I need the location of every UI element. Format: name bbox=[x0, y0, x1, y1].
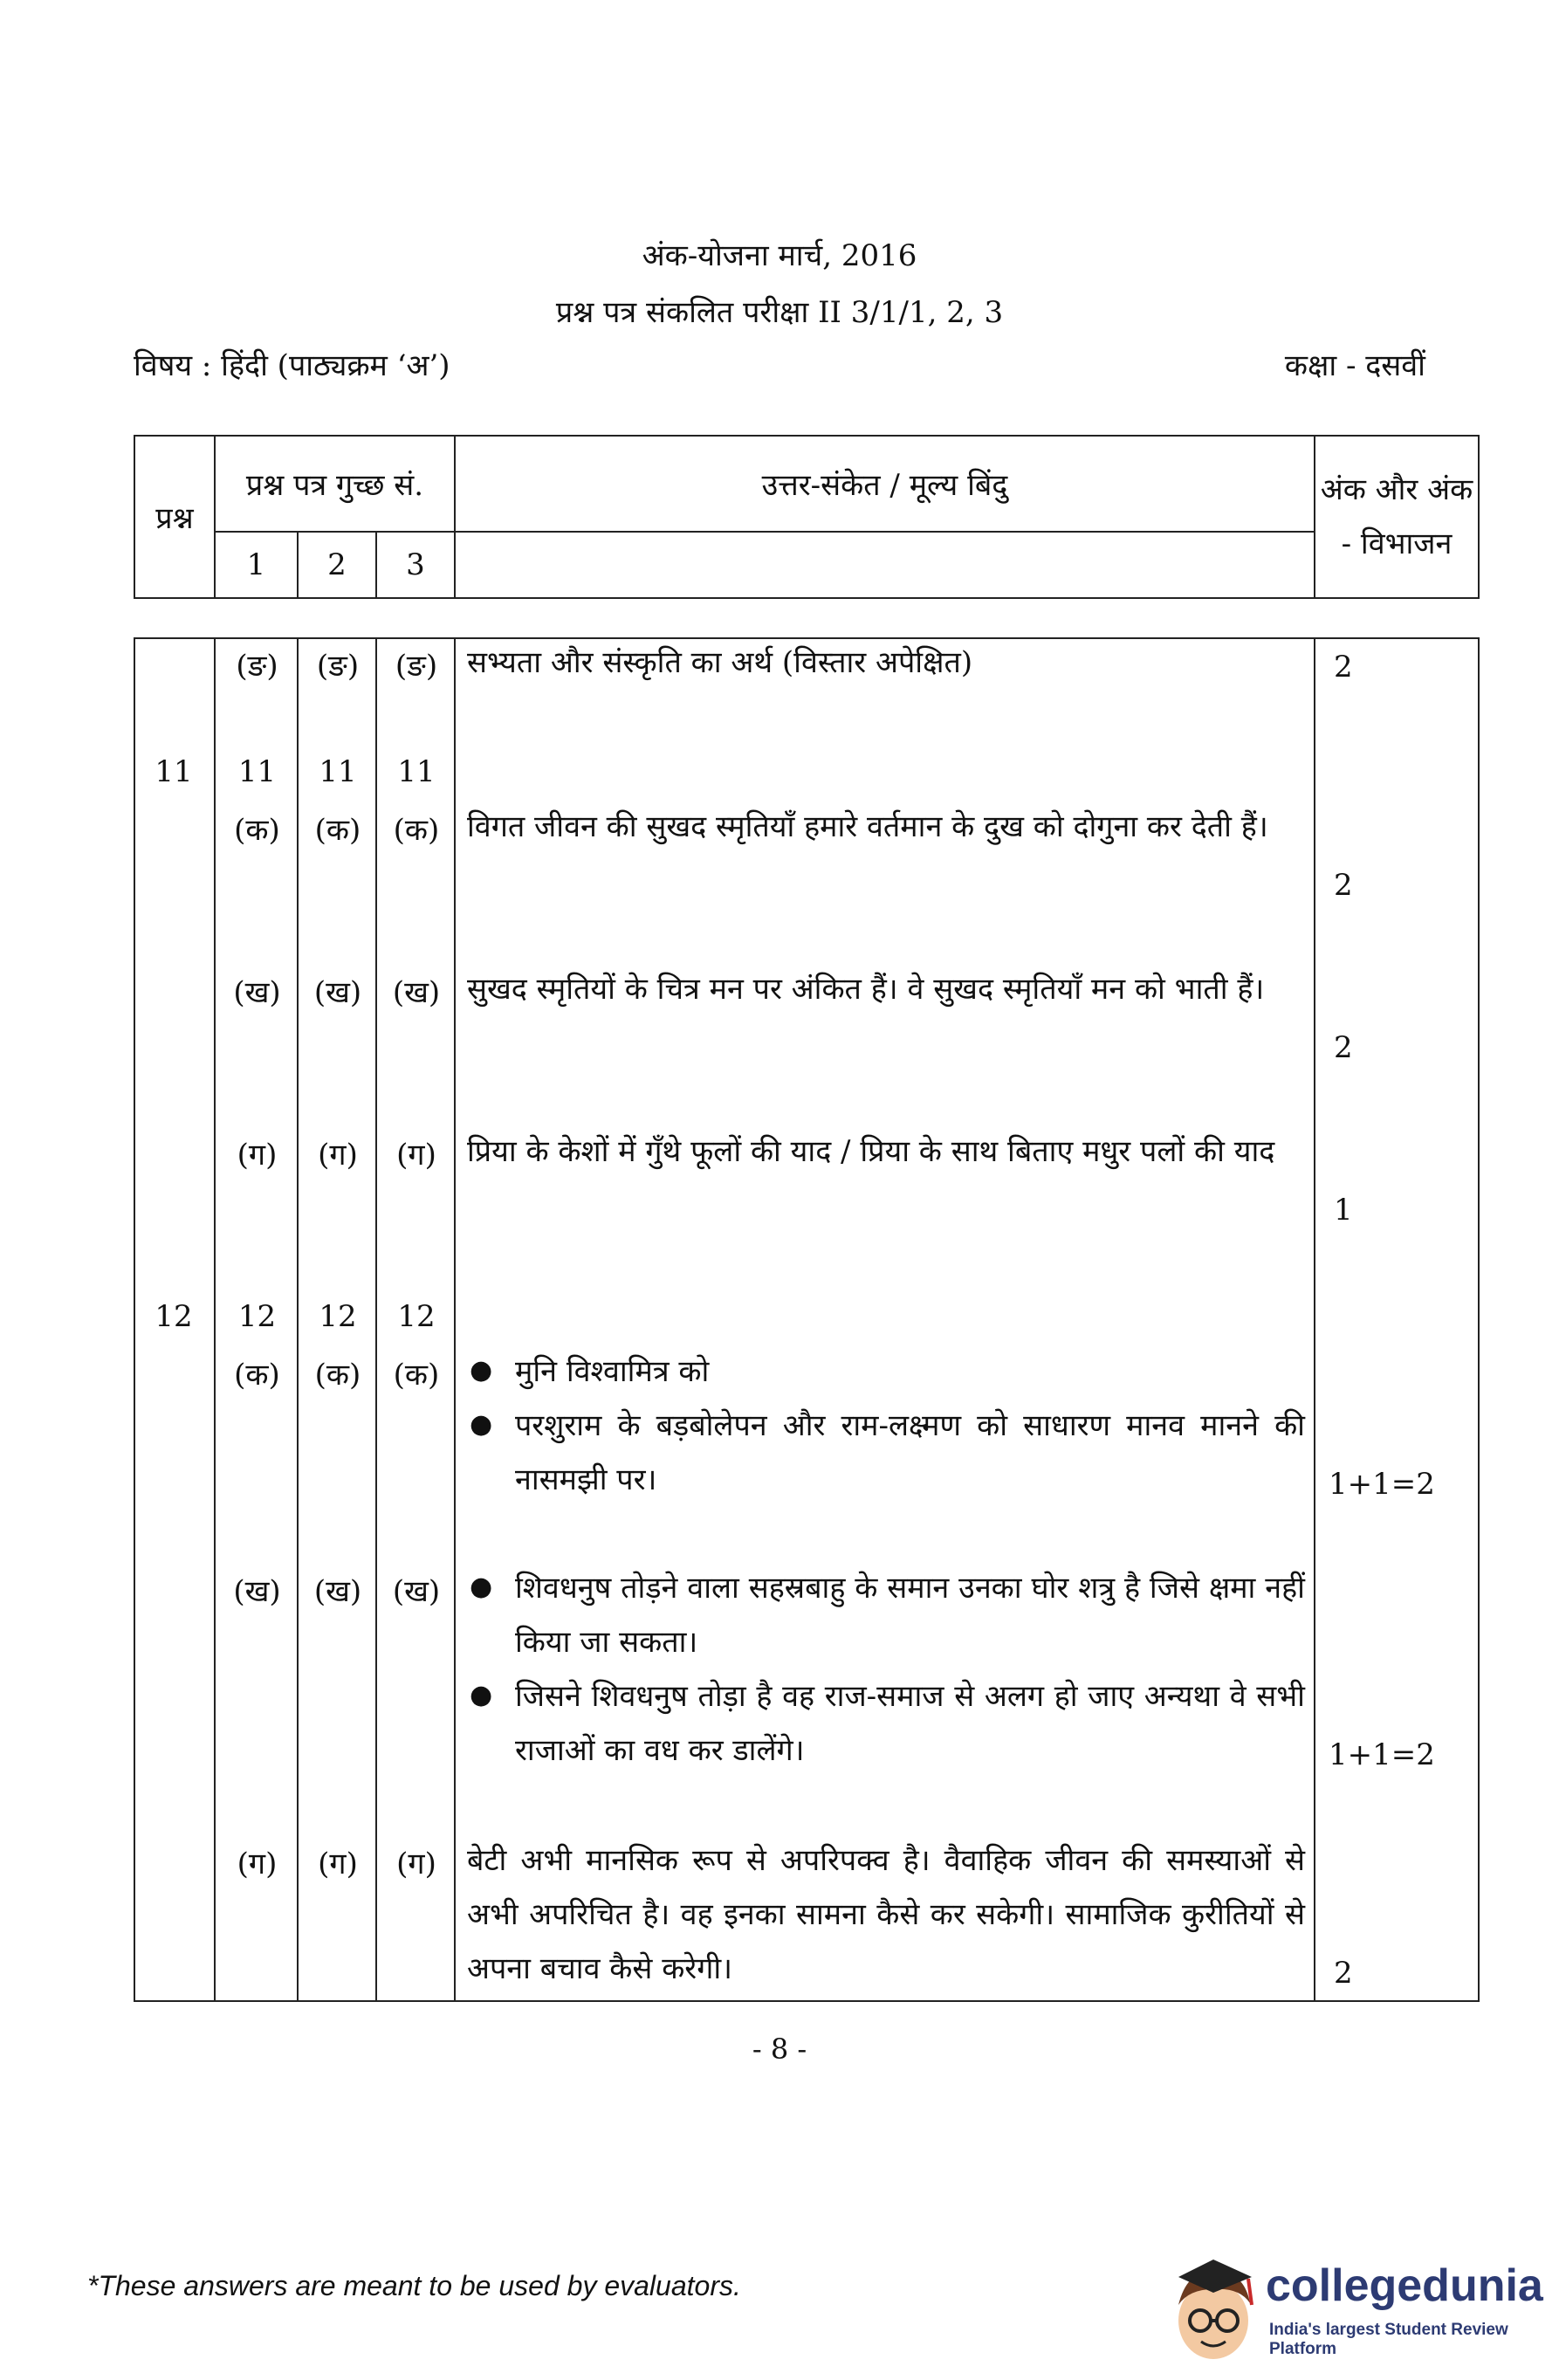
marks-value: 1 bbox=[1334, 1193, 1353, 1228]
answer-text: बेटी अभी मानसिक रूप से अपरिपक्व है। वैवाहिक जीवन की समस्याओं से अभी अपरिचित है। वह इनका सामना कैसे कर सकेगी। सामाजिक कुरीतियों से अपना बचाव कैसे करेगी। bbox=[467, 1843, 1305, 1986]
question-number: 11 bbox=[155, 754, 193, 789]
answer-text: शिवधनुष तोड़ने वाला सहस्रबाहु के समान उनका घोर शत्रु है जिसे क्षमा नहीं किया जा सकता। bbox=[515, 1571, 1305, 1660]
logo-tagline: India's largest Student Review Platform bbox=[1269, 2321, 1508, 2358]
set3-label: (ख) bbox=[392, 1574, 441, 1609]
header-answer: उत्तर-संकेत / मूल्य बिंदु bbox=[455, 436, 1315, 532]
set1-label: 12 bbox=[237, 1299, 277, 1334]
set2-label: 12 bbox=[319, 1299, 357, 1334]
subject-row bbox=[134, 344, 1425, 384]
set1-label: (ङ) bbox=[236, 649, 278, 684]
set3-label: (ङ) bbox=[395, 649, 438, 684]
bullet-icon: ● bbox=[470, 1680, 493, 1710]
marks-value: 2 bbox=[1334, 868, 1353, 903]
marks-value: 2 bbox=[1334, 650, 1353, 684]
answer-text: प्रिया के केशों में गुँथे फूलों की याद / प्रिया के साथ बिताए मधुर पलों की याद bbox=[467, 1134, 1275, 1169]
set3-label: 12 bbox=[397, 1299, 436, 1334]
answer-text: मुनि विश्वामित्र को bbox=[515, 1354, 710, 1389]
collegedunia-logo bbox=[1161, 2253, 1545, 2366]
header-marks: अंक और अंक - विभाजन bbox=[1315, 436, 1479, 598]
bullet-icon: ● bbox=[470, 1572, 493, 1602]
page-number: - 8 - bbox=[752, 2033, 807, 2066]
class-label: कक्षा - दसवीं bbox=[1284, 348, 1425, 383]
answer-text: सुखद स्मृतियों के चित्र मन पर अंकित हैं। वे सुखद स्मृतियाँ मन को भाती हैं। bbox=[467, 972, 1265, 1007]
set1-label: (ख) bbox=[233, 1574, 281, 1609]
set3-label: 11 bbox=[397, 754, 436, 789]
header-table bbox=[134, 435, 1480, 599]
marks-value: 1+1=2 bbox=[1329, 1737, 1435, 1772]
set2-label: (ग) bbox=[318, 1847, 358, 1881]
set2-label: (ग) bbox=[318, 1138, 358, 1173]
marks-value: 2 bbox=[1334, 1030, 1353, 1065]
set1-label: (ग) bbox=[237, 1138, 278, 1173]
header-set: प्रश्न पत्र गुच्छ सं. bbox=[215, 436, 455, 532]
set-number: 3 bbox=[376, 532, 455, 598]
question-number: 12 bbox=[155, 1299, 193, 1334]
header-question: प्रश्न bbox=[134, 436, 215, 598]
footer-note: *These answers are meant to be used by evaluators. bbox=[87, 2270, 741, 2301]
title-line-1: अंक-योजना मार्च, 2016 bbox=[642, 238, 917, 273]
answer-text: जिसने शिवधनुष तोड़ा है वह राज-समाज से अलग हो जाए अन्यथा वे सभी राजाओं का वध कर डालेंगे। bbox=[515, 1679, 1305, 1768]
set3-label: (क) bbox=[393, 813, 440, 848]
set1-label: (ख) bbox=[233, 975, 281, 1010]
set2-label: (क) bbox=[314, 813, 361, 848]
set2-label: (ख) bbox=[313, 975, 362, 1010]
set3-label: (ग) bbox=[396, 1138, 436, 1173]
set3-label: (ख) bbox=[392, 975, 441, 1010]
answer-text: परशुराम के बड़बोलेपन और राम-लक्ष्मण को साधारण मानव मानने की नासमझी पर। bbox=[515, 1408, 1305, 1497]
set3-label: (ग) bbox=[396, 1847, 436, 1881]
mascot-icon bbox=[1161, 2253, 1266, 2366]
marks-value: 1+1=2 bbox=[1329, 1467, 1435, 1502]
answer-text: विगत जीवन की सुखद स्मृतियाँ हमारे वर्तमान के दुख को दोगुना कर देती हैं। bbox=[467, 809, 1268, 844]
answer-text: सभ्यता और संस्कृति का अर्थ (विस्तार अपेक्षित) bbox=[467, 645, 973, 680]
set-number: 1 bbox=[215, 532, 298, 598]
subject-label: विषय : हिंदी (पाठ्यक्रम ‘अ’) bbox=[134, 348, 450, 383]
set1-label: (क) bbox=[234, 813, 280, 848]
set2-label: (ख) bbox=[313, 1574, 362, 1609]
set1-label: 11 bbox=[237, 754, 277, 789]
set1-label: (क) bbox=[234, 1358, 280, 1393]
set2-label: 11 bbox=[319, 754, 357, 789]
bullet-icon: ● bbox=[470, 1355, 493, 1386]
set2-label: (क) bbox=[314, 1358, 361, 1393]
set-number: 2 bbox=[298, 532, 376, 598]
set3-label: (क) bbox=[393, 1358, 440, 1393]
logo-name: collegedunia bbox=[1266, 2260, 1543, 2311]
title-line-2: प्रश्न पत्र संकलित परीक्षा II 3/1/1, 2, 3 bbox=[555, 295, 1004, 330]
bullet-icon: ● bbox=[470, 1409, 493, 1440]
set2-label: (ङ) bbox=[316, 649, 360, 684]
marks-value: 2 bbox=[1334, 1956, 1353, 1991]
set1-label: (ग) bbox=[237, 1847, 278, 1881]
